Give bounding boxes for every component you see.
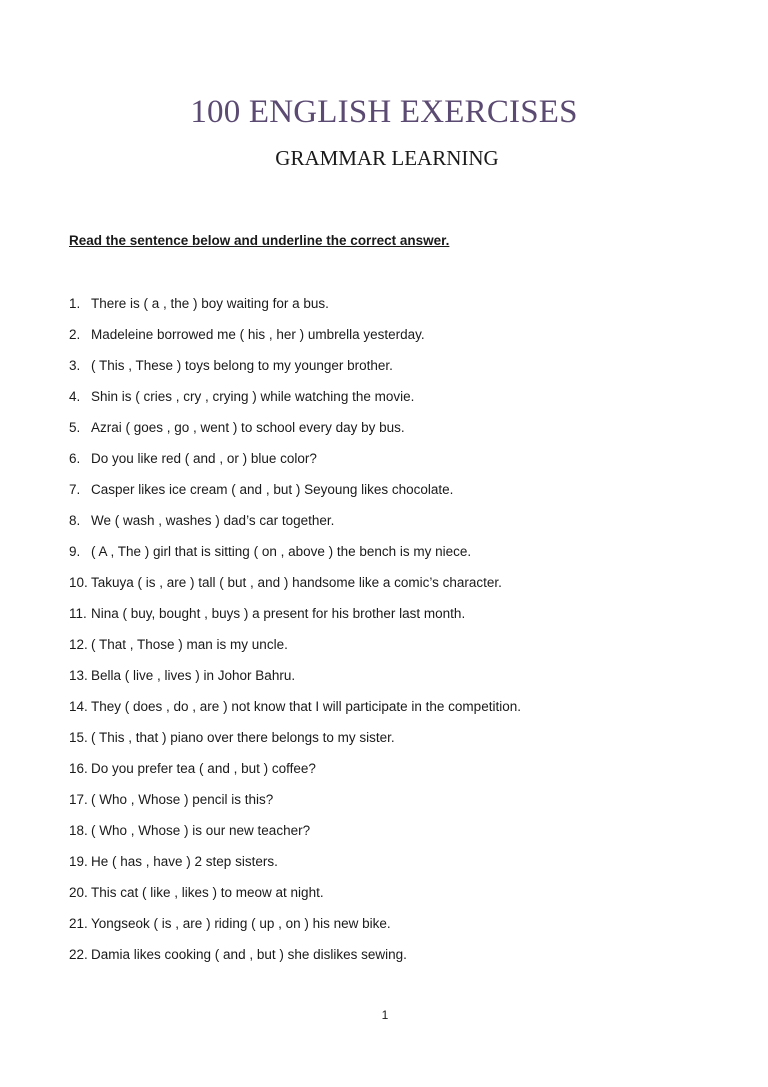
page-number: 1 [381,1008,389,1022]
question-item [69,791,521,822]
question-number: 8. [69,513,81,528]
question-text: Do you prefer tea ( and , but ) coffee? [91,761,316,776]
question-text: ( Who , Whose ) is our new teacher? [91,823,311,838]
question-number: 15. [69,730,88,745]
question-item [69,326,521,357]
question-item [69,357,521,388]
question-text: We ( wash , washes ) dad’s car together. [91,513,335,528]
question-item [69,667,521,698]
question-text: They ( does , do , are ) not know that I will participate in the competition. [91,699,521,714]
question-text: ( A , The ) girl that is sitting ( on , above ) the bench is my niece. [91,544,472,559]
question-item [69,884,521,915]
question-text: There is ( a , the ) boy waiting for a bus. [91,296,329,311]
page-subtitle: GRAMMAR LEARNING [275,146,499,170]
question-text: Bella ( live , lives ) in Johor Bahru. [91,668,296,683]
question-number: 9. [69,544,81,559]
question-number: 21. [69,916,88,931]
question-number: 4. [69,389,81,404]
question-number: 12. [69,637,88,652]
question-number: 3. [69,358,81,373]
question-item [69,853,521,884]
question-item [69,698,521,729]
question-item [69,450,521,481]
question-number: 1. [69,296,81,311]
question-number: 2. [69,327,81,342]
question-text: ( That , Those ) man is my uncle. [91,637,288,652]
question-number: 18. [69,823,88,838]
question-item [69,574,521,605]
question-text: Casper likes ice cream ( and , but ) Seyoung likes chocolate. [91,482,454,497]
question-item [69,822,521,853]
instruction-text: Read the sentence below and underline the correct answer. [69,233,450,248]
question-text: Takuya ( is , are ) tall ( but , and ) handsome like a comic’s character. [91,575,502,590]
question-item [69,915,521,946]
question-list [69,295,521,977]
question-text: ( This , These ) toys belong to my younger brother. [91,358,393,373]
question-text: Yongseok ( is , are ) riding ( up , on ) his new bike. [91,916,391,931]
question-item [69,481,521,512]
question-number: 14. [69,699,88,714]
page-title: 100 ENGLISH EXERCISES [190,94,578,130]
question-number: 16. [69,761,88,776]
question-number: 13. [69,668,88,683]
question-text: Damia likes cooking ( and , but ) she dislikes sewing. [91,947,407,962]
question-text: This cat ( like , likes ) to meow at night. [91,885,324,900]
question-number: 11. [69,606,87,621]
question-text: ( Who , Whose ) pencil is this? [91,792,274,807]
question-number: 6. [69,451,81,466]
question-text: Madeleine borrowed me ( his , her ) umbrella yesterday. [91,327,425,342]
question-text: ( This , that ) piano over there belongs to my sister. [91,730,395,745]
question-number: 5. [69,420,81,435]
question-item [69,419,521,450]
question-text: He ( has , have ) 2 step sisters. [91,854,278,869]
question-item [69,295,521,326]
question-item [69,760,521,791]
question-item [69,543,521,574]
question-item [69,388,521,419]
question-number: 17. [69,792,88,807]
question-number: 10. [69,575,88,590]
question-text: Nina ( buy, bought , buys ) a present for his brother last month. [91,606,466,621]
question-number: 22. [69,947,88,962]
question-number: 19. [69,854,88,869]
question-number: 20. [69,885,88,900]
question-item [69,729,521,760]
question-text: Azrai ( goes , go , went ) to school every day by bus. [91,420,405,435]
question-item [69,512,521,543]
question-item [69,605,521,636]
question-text: Do you like red ( and , or ) blue color? [91,451,317,466]
question-item [69,946,521,977]
question-number: 7. [69,482,81,497]
question-text: Shin is ( cries , cry , crying ) while watching the movie. [91,389,415,404]
question-item [69,636,521,667]
